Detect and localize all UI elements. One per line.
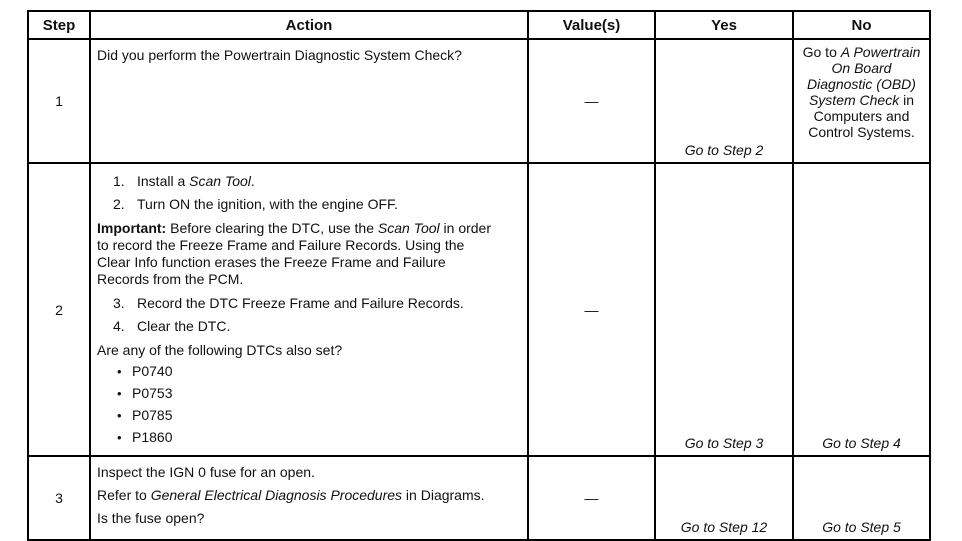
yes-cell xyxy=(655,456,793,540)
dtc-code: P1860 xyxy=(132,429,173,445)
reference-title: A Powertrain On Board Diagnostic (OBD) System Check xyxy=(807,44,921,108)
col-header-step: Step xyxy=(28,11,90,39)
table-row-step-3 xyxy=(28,456,930,540)
bullet-icon: • xyxy=(117,386,122,401)
table-row-step-1 xyxy=(28,39,930,163)
table-header-row xyxy=(28,11,930,39)
goto-step-text: Go to Step 4 xyxy=(822,435,901,451)
step-number: 3 xyxy=(28,456,90,540)
item-number: 4. xyxy=(113,318,125,334)
step-number: 2 xyxy=(28,163,90,456)
important-text-part: Before clearing the DTC, use the xyxy=(166,220,378,236)
action-text-italic: General Electrical Diagnosis Procedures xyxy=(150,487,403,503)
goto-step-text: Go to Step 3 xyxy=(684,435,764,451)
diagnostic-table xyxy=(27,10,931,541)
dtc-list-item xyxy=(97,363,521,380)
important-text-italic: Scan Tool xyxy=(377,220,440,236)
item-text xyxy=(137,173,255,190)
action-line xyxy=(97,487,495,504)
col-header-action: Action xyxy=(90,11,528,39)
important-text-part: in order to record the Freeze Frame and Failure Records. Using the Clear Info function erases the Freeze Frame and Failure Records from the PCM. xyxy=(97,220,491,287)
item-number: 1. xyxy=(113,173,125,189)
col-header-values: Value(s) xyxy=(528,11,655,39)
goto-prefix: Go to xyxy=(802,44,841,60)
step-number: 1 xyxy=(28,39,90,163)
value-cell: — xyxy=(528,39,655,163)
action-text: Did you perform the Powertrain Diagnostic System Check? xyxy=(97,47,462,63)
goto-step-text: Go to Step 12 xyxy=(680,519,768,535)
bullet-icon: • xyxy=(117,430,122,445)
action-cell xyxy=(90,39,528,163)
dtc-list-item xyxy=(97,429,521,446)
dtc-code: P0785 xyxy=(132,407,173,423)
action-line: Inspect the IGN 0 fuse for an open. xyxy=(97,464,315,480)
important-note xyxy=(97,220,495,288)
col-header-no: No xyxy=(793,11,930,39)
action-text-part: in Diagrams. xyxy=(402,487,485,503)
item-text-italic: Scan Tool xyxy=(189,173,251,189)
goto-step-text: Go to Step 2 xyxy=(684,142,764,158)
action-question: Is the fuse open? xyxy=(97,510,205,526)
value-cell: — xyxy=(528,163,655,456)
bullet-icon: • xyxy=(117,408,122,423)
action-cell xyxy=(90,163,528,456)
yes-cell xyxy=(655,163,793,456)
item-text-part: . xyxy=(250,173,255,189)
question-text: Are any of the following DTCs also set? xyxy=(97,342,343,358)
no-cell xyxy=(793,163,930,456)
numbered-item xyxy=(97,318,521,335)
no-cell xyxy=(793,39,930,163)
item-text: Clear the DTC. xyxy=(137,318,231,334)
important-label: Important: xyxy=(97,220,167,236)
numbered-item xyxy=(97,173,521,190)
item-number: 3. xyxy=(113,295,125,311)
dtc-code: P0753 xyxy=(132,385,173,401)
table-row-step-2 xyxy=(28,163,930,456)
item-text-part: Install a xyxy=(137,173,190,189)
no-cell xyxy=(793,456,930,540)
item-text: Record the DTC Freeze Frame and Failure Records. xyxy=(137,295,464,311)
col-header-yes: Yes xyxy=(655,11,793,39)
numbered-item xyxy=(97,295,521,312)
item-number: 2. xyxy=(113,196,125,212)
yes-cell xyxy=(655,39,793,163)
dtc-code: P0740 xyxy=(132,363,173,379)
dtc-list-item xyxy=(97,385,521,402)
value-cell: — xyxy=(528,456,655,540)
bullet-icon: • xyxy=(117,364,122,379)
numbered-item xyxy=(97,196,521,213)
dtc-list-item xyxy=(97,407,521,424)
goto-step-text: Go to Step 5 xyxy=(822,519,901,535)
action-cell xyxy=(90,456,528,540)
action-text-part: Refer to xyxy=(97,487,151,503)
reference-location: in Computers and Control Systems. xyxy=(808,92,915,140)
item-text: Turn ON the ignition, with the engine OFF. xyxy=(137,196,398,212)
